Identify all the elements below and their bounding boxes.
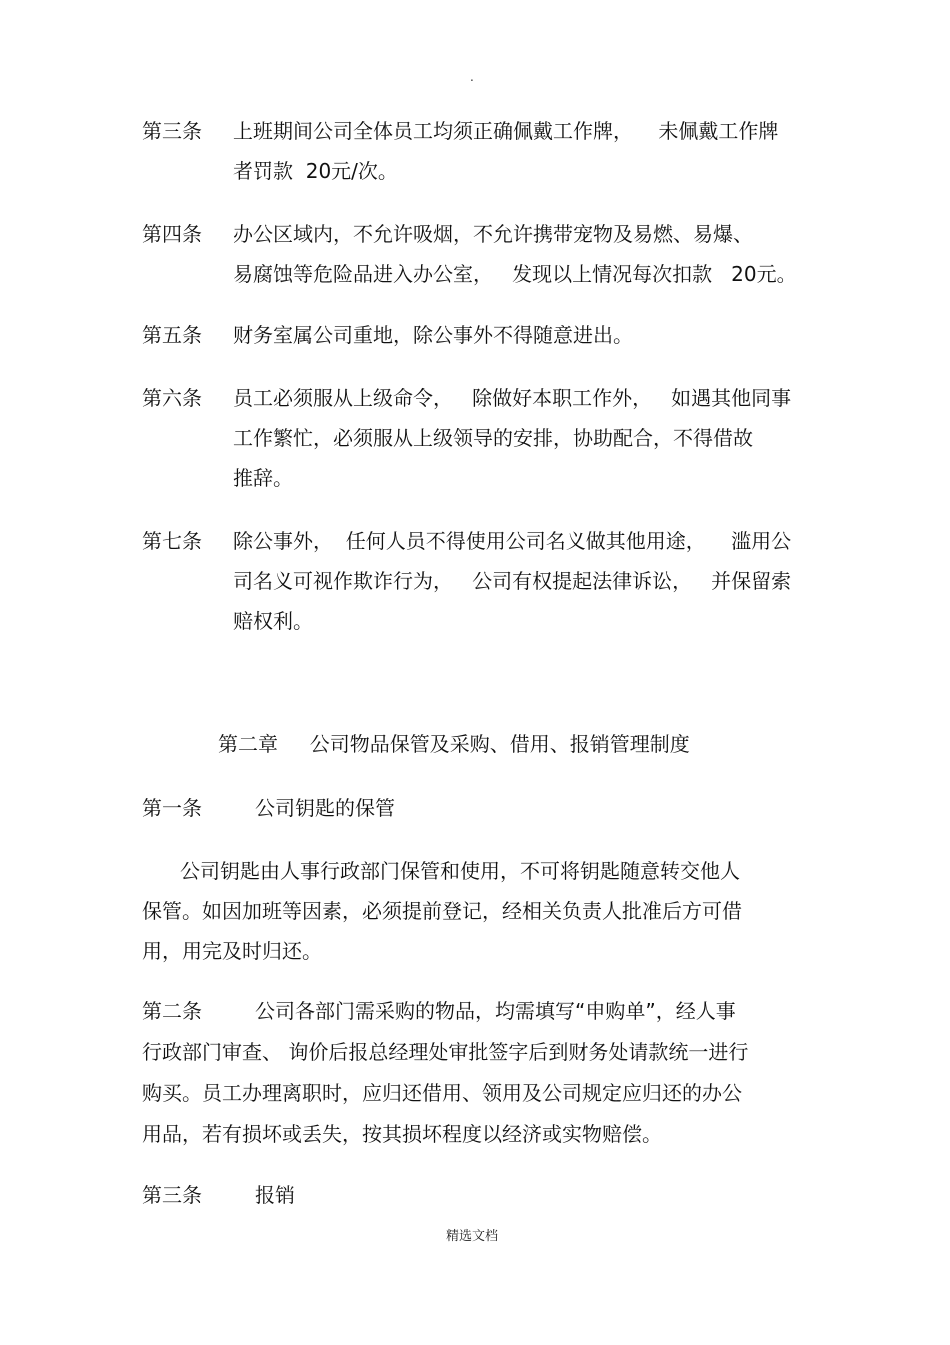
article-label: 第一条 <box>142 796 202 820</box>
paragraph-line: 用品，若有损坏或丢失，按其损坏程度以经济或实物赔偿。 <box>142 1122 662 1146</box>
article-label: 第三条 <box>142 1183 202 1207</box>
paragraph-line: 用，用完及时归还。 <box>142 939 322 963</box>
article-line: 办公区域内，不允许吸烟，不允许携带宠物及易燃、易爆、 <box>233 222 753 246</box>
article-label: 第二条 <box>142 999 202 1023</box>
article-label: 第六条 <box>142 386 202 410</box>
article-line: 易腐蚀等危险品进入办公室， 发现以上情况每次扣款 20元。 <box>233 262 797 286</box>
paragraph-line: 公司各部门需采购的物品，均需填写“申购单”，经人事 <box>255 999 736 1023</box>
article-title: 公司钥匙的保管 <box>255 796 395 820</box>
article-label: 第七条 <box>142 529 202 553</box>
article-label: 第五条 <box>142 323 202 347</box>
article-line: 上班期间公司全体员工均须正确佩戴工作牌， 未佩戴工作牌 <box>233 119 779 143</box>
article-line: 赔权利。 <box>233 609 313 633</box>
page-footer: 精选文档 <box>446 1229 499 1244</box>
article-line: 工作繁忙，必须服从上级领导的安排，协助配合，不得借故 <box>233 426 753 450</box>
article-line: 除公事外， 任何人员不得使用公司名义做其他用途， 滥用公 <box>233 529 792 553</box>
article-label: 第四条 <box>142 222 202 246</box>
article-label: 第三条 <box>142 119 202 143</box>
paragraph-line: 公司钥匙由人事行政部门保管和使用，不可将钥匙随意转交他人 <box>180 859 740 883</box>
article-line: 员工必须服从上级命令， 除做好本职工作外， 如遇其他同事 <box>233 386 792 410</box>
paragraph-line: 购买。员工办理离职时，应归还借用、领用及公司规定应归还的办公 <box>142 1081 742 1105</box>
article-line: 者罚款 20元/次。 <box>233 159 398 183</box>
article-title: 报销 <box>255 1183 295 1207</box>
article-line: 推辞。 <box>233 466 293 490</box>
paragraph-line: 保管。如因加班等因素，必须提前登记，经相关负责人批准后方可借 <box>142 899 742 923</box>
article-line: 司名义可视作欺诈行为， 公司有权提起法律诉讼， 并保留索 <box>233 569 792 593</box>
article-line: 财务室属公司重地，除公事外不得随意进出。 <box>233 323 633 347</box>
header-mark: . <box>470 70 474 84</box>
chapter-title: 第二章 公司物品保管及采购、借用、报销管理制度 <box>218 732 690 756</box>
paragraph-line: 行政部门审查、 询价后报总经理处审批签字后到财务处请款统一进行 <box>142 1040 749 1064</box>
